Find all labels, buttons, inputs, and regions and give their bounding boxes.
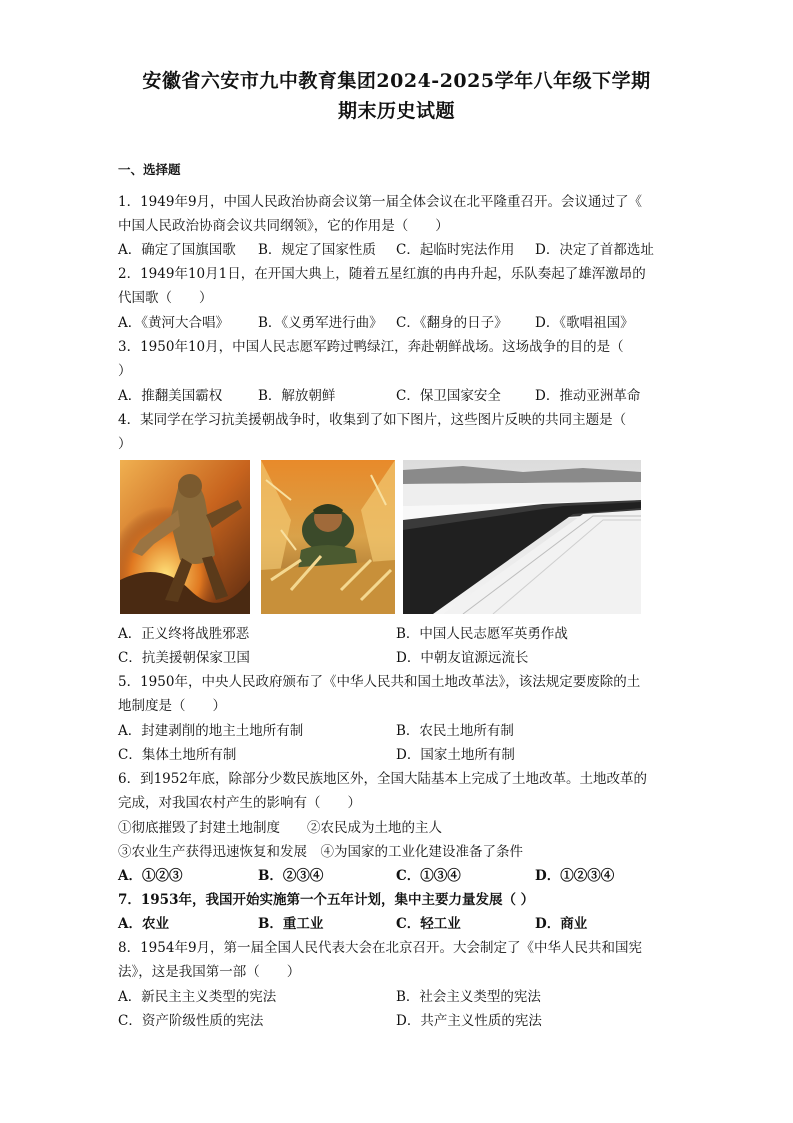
q6-option-b: B．②③④ — [258, 868, 324, 884]
q8-option-c: C．资产阶级性质的宪法 — [118, 1013, 264, 1029]
q3-option-c: C．保卫国家安全 — [396, 388, 501, 404]
q6-statements-1: ①彻底摧毁了封建土地制度 ②农民成为土地的主人 — [118, 820, 442, 836]
q5-stem-cont: 地制度是（ ） — [118, 698, 226, 714]
q7-option-c: C．轻工业 — [396, 916, 461, 932]
q1-stem-cont: 中国人民政治协商会议共同纲领》，它的作用是（ ） — [118, 218, 449, 234]
crossing-yalu-river-photo — [403, 460, 641, 614]
q6-statements-2: ③农业生产获得迅速恢复和发展 ④为国家的工业化建设准备了条件 — [118, 844, 523, 860]
q6-option-d: D．①②③④ — [535, 868, 615, 884]
exam-title-line2: 期末历史试题 — [337, 100, 455, 122]
soldier-painting-image — [120, 460, 250, 614]
q7-option-d: D．商业 — [535, 916, 588, 932]
q4-option-c: C．抗美援朝保家卫国 — [118, 650, 250, 666]
q8-option-d: D．共产主义性质的宪法 — [396, 1013, 542, 1029]
q2-option-b: B．《义勇军进行曲》 — [258, 315, 383, 331]
q5-option-b: B．农民土地所有制 — [396, 723, 514, 739]
q3-option-b: B．解放朝鲜 — [258, 388, 336, 404]
q2-stem-cont: 代国歌（ ） — [118, 290, 213, 306]
q7-option-b: B．重工业 — [258, 916, 324, 932]
q4-stem: 4．某同学在学习抗美援朝战争时，收集到了如下图片，这些图片反映的共同主题是（ — [118, 412, 627, 428]
q6-stem-cont: 完成，对我国农村产生的影响有（ ） — [118, 795, 361, 811]
q3-stem-cont: ） — [118, 363, 132, 379]
q2-option-c: C．《翻身的日子》 — [396, 315, 508, 331]
q8-stem-cont: 法》，这是我国第一部（ ） — [118, 964, 301, 980]
q5-option-c: C．集体土地所有制 — [118, 747, 237, 763]
q5-option-d: D．国家土地所有制 — [396, 747, 515, 763]
q8-option-b: B．社会主义类型的宪法 — [396, 989, 541, 1005]
q1-option-c: C．起临时宪法作用 — [396, 242, 515, 258]
q4-option-d: D．中朝友谊源远流长 — [396, 650, 529, 666]
q5-option-a: A．封建剥削的地主土地所有制 — [118, 723, 304, 739]
q6-option-c: C．①③④ — [396, 868, 461, 884]
q1-option-b: B．规定了国家性质 — [258, 242, 376, 258]
q8-option-a: A．新民主主义类型的宪法 — [118, 989, 277, 1005]
q3-option-a: A．推翻美国霸权 — [118, 388, 223, 404]
burning-grass-soldier-image — [261, 460, 395, 614]
q7-option-a: A．农业 — [118, 916, 169, 932]
q4-option-a: A．正义终将战胜邪恶 — [118, 626, 250, 642]
q2-stem: 2．1949年10月1日，在开国大典上，随着五星红旗的冉冉升起，乐队奏起了雄浑激昂的 — [118, 266, 646, 282]
q1-option-a: A．确定了国旗国歌 — [118, 242, 236, 258]
q1-option-d: D．决定了首都选址 — [535, 242, 654, 258]
q3-option-d: D．推动亚洲革命 — [535, 388, 641, 404]
q6-stem: 6．到1952年底，除部分少数民族地区外，全国大陆基本上完成了土地改革。土地改革的 — [118, 771, 647, 787]
q2-option-a: A．《黄河大合唱》 — [118, 315, 229, 331]
q4-stem-cont: ） — [118, 436, 132, 452]
exam-title: 安徽省六安市九中教育集团2024-2025学年八年级下学期 — [142, 70, 651, 92]
q1-stem: 1．1949年9月，中国人民政治协商会议第一届全体会议在北平隆重召开。会议通过了《 — [118, 194, 643, 210]
section-heading: 一、选择题 — [118, 162, 181, 177]
q6-option-a: A．①②③ — [118, 868, 183, 884]
q2-option-d: D．《歌唱祖国》 — [535, 315, 634, 331]
q3-stem: 3．1950年10月，中国人民志愿军跨过鸭绿江，奔赴朝鲜战场。这场战争的目的是（ — [118, 339, 624, 355]
q5-stem: 5．1950年，中央人民政府颁布了《中华人民共和国土地改革法》，该法规定要废除的土 — [118, 674, 641, 690]
q8-stem: 8．1954年9月，第一届全国人民代表大会在北京召开。大会制定了《中华人民共和国宪 — [118, 940, 643, 956]
q7-stem: 7．1953年，我国开始实施第一个五年计划，集中主要力量发展（ ） — [118, 892, 535, 908]
q4-option-b: B．中国人民志愿军英勇作战 — [396, 626, 568, 642]
